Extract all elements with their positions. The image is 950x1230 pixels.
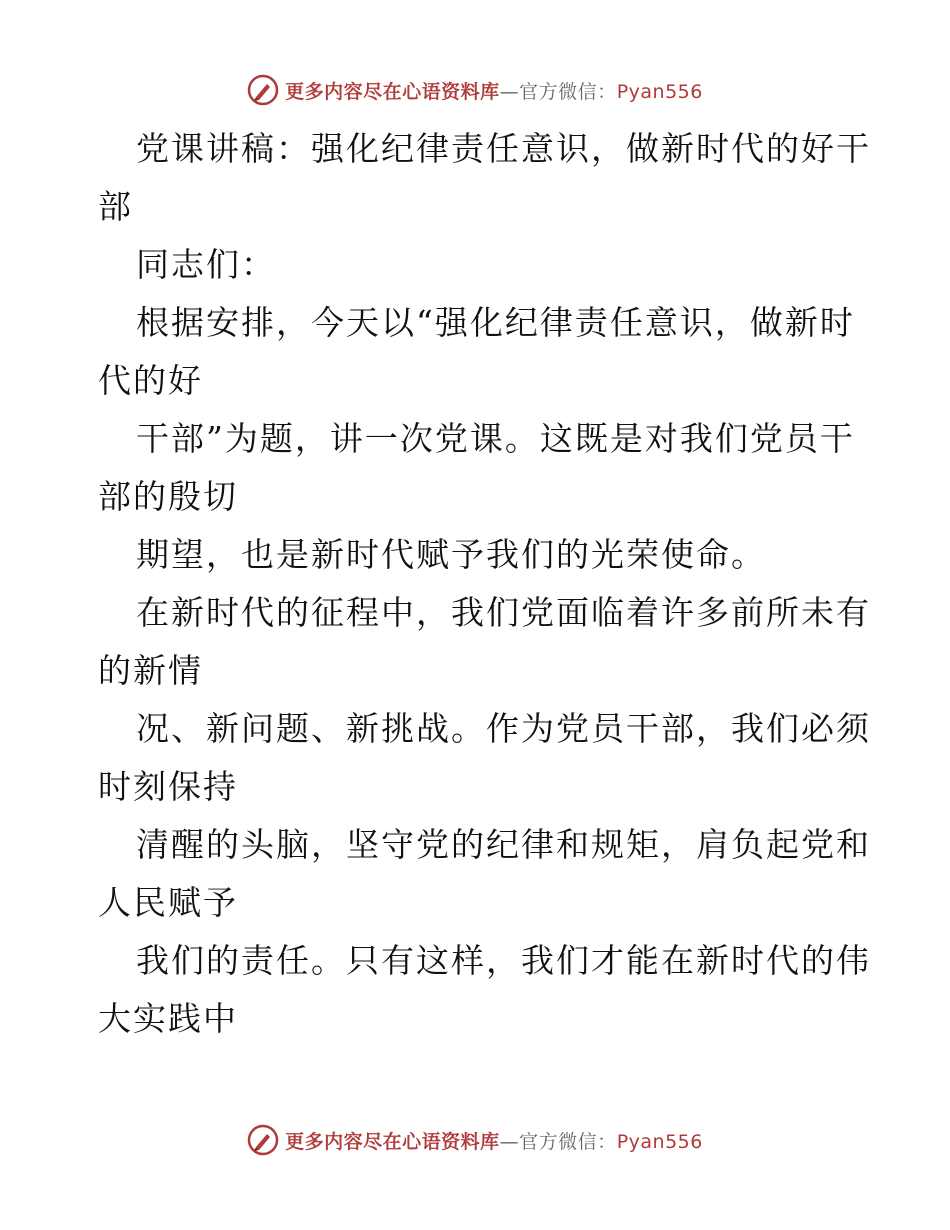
text-line: 大实践中	[98, 999, 238, 1038]
pen-logo-icon	[247, 1124, 279, 1156]
watermark-wechat-label: —官方微信：	[499, 80, 617, 103]
watermark-wechat-label: —官方微信：	[499, 1130, 617, 1153]
text-line: 清醒的头脑，坚守党的纪律和规矩，肩负起党和	[136, 825, 871, 864]
header-watermark	[0, 70, 950, 110]
text-line: 我们的责任。只有这样，我们才能在新时代的伟	[136, 941, 871, 980]
text-line: 部	[98, 187, 133, 226]
watermark-wechat-id: Pyan556	[616, 80, 703, 103]
text-line: 根据安排，今天以“强化纪律责任意识，做新时	[136, 303, 855, 342]
watermark-site-name: 更多内容尽在心语资料库	[285, 80, 500, 103]
text-line: 时刻保持	[98, 767, 238, 806]
pen-logo-icon	[247, 74, 279, 106]
watermark-site-name: 更多内容尽在心语资料库	[285, 1130, 500, 1153]
watermark-text	[285, 1127, 703, 1154]
text-line: 部的殷切	[98, 477, 238, 516]
salutation: 同志们：	[136, 245, 276, 284]
document-title-line: 党课讲稿：强化纪律责任意识，做新时代的好干	[136, 129, 871, 168]
text-line: 人民赋予	[98, 883, 238, 922]
text-line: 干部”为题，讲一次党课。这既是对我们党员干	[136, 419, 855, 458]
document-body	[98, 120, 871, 1048]
watermark-text	[285, 77, 703, 104]
text-line: 在新时代的征程中，我们党面临着许多前所未有	[136, 593, 871, 632]
footer-watermark	[0, 1120, 950, 1160]
text-line: 期望，也是新时代赋予我们的光荣使命。	[136, 535, 766, 574]
text-line: 代的好	[98, 361, 203, 400]
text-line: 的新情	[98, 651, 203, 690]
watermark-wechat-id: Pyan556	[616, 1130, 703, 1153]
text-line: 况、新问题、新挑战。作为党员干部，我们必须	[136, 709, 871, 748]
